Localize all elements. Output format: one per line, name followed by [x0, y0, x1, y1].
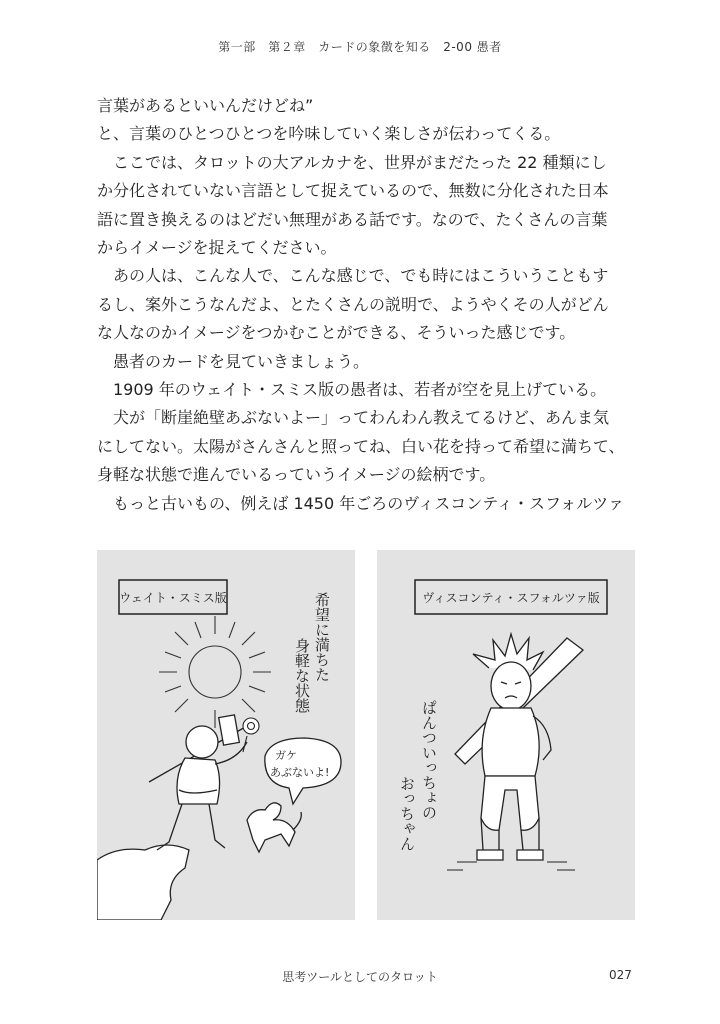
visconti-sforza-illustration — [377, 550, 635, 920]
body-line: な人なのかイメージをつかむことができる、そういった感じです。 — [97, 323, 576, 343]
waite-smith-illustration — [97, 550, 355, 920]
body-line: 1909 年のウェイト・スミス版の愚者は、若者が空を見上げている。 — [113, 380, 607, 400]
waite-smith-drawing — [97, 550, 355, 920]
dog-bubble-line-1: ガケ — [275, 749, 297, 762]
fool-figure — [157, 726, 247, 850]
fool-old-man-figure — [477, 708, 551, 860]
running-header: 第一部 第２章 カードの象徴を知る 2-00 愚者 — [218, 40, 502, 54]
body-line: 愚者のカードを見ていきましょう。 — [113, 351, 370, 371]
body-line: ここでは、タロットの大アルカナを、世界がまだたった 22 種類にし — [113, 152, 607, 172]
body-line: 言葉があるといいんだけどね” — [97, 96, 314, 115]
white-rose-icon — [243, 718, 259, 752]
body-line: るし、案外こうなんだよ、とたくさんの説明で、ようやくその人がどん — [97, 294, 609, 314]
body-line: もっと古いもの、例えば 1450 年ごろのヴィスコンティ・スフォルツァ — [113, 493, 625, 513]
caption-col-2: おっちゃん — [398, 776, 416, 851]
body-line: からイメージを捉えてください。 — [97, 238, 337, 258]
caption-col-1: 希望に満ちた — [313, 592, 331, 682]
body-line: と、言葉のひとつひとつを吟味していく楽しさが伝わってくる。 — [97, 124, 561, 144]
page-number: 027 — [609, 968, 632, 982]
visconti-sforza-drawing — [377, 550, 635, 920]
sun-icon — [159, 616, 271, 728]
body-line: あの人は、こんな人で、こんな感じで、でも時にはこういうこともす — [113, 266, 609, 286]
body-line: 語に置き換えるのはどだい無理がある話です。なので、たくさんの言葉 — [97, 209, 608, 229]
body-line: か分化されていない言語として捉えているので、無数に分化された日本 — [97, 181, 609, 201]
ground-hatching — [447, 862, 575, 870]
footer-book-title: 思考ツールとしてのタロット — [282, 970, 438, 984]
dog-bubble-line-2: あぶないよ! — [270, 766, 330, 779]
cliff — [97, 845, 189, 920]
dog-figure — [247, 803, 301, 852]
body-line: 犬が「断崖絶壁あぶないよー」ってわんわん教えてるけど、あんま気 — [113, 408, 610, 428]
panel-label: ヴィスコンティ・スフォルツァ版 — [422, 591, 600, 605]
body-line: 身軽な状態で進んでいるっていうイメージの絵柄です。 — [97, 465, 496, 485]
body-line: にしてない。太陽がさんさんと照ってね、白い花を持って希望に満ちて、 — [97, 436, 625, 456]
caption-col-1: ぱんついっちょの — [420, 700, 438, 820]
caption-col-2: 身軽な状態 — [293, 638, 311, 713]
body-text — [97, 92, 642, 518]
panel-label: ウェイト・スミス版 — [119, 591, 227, 605]
